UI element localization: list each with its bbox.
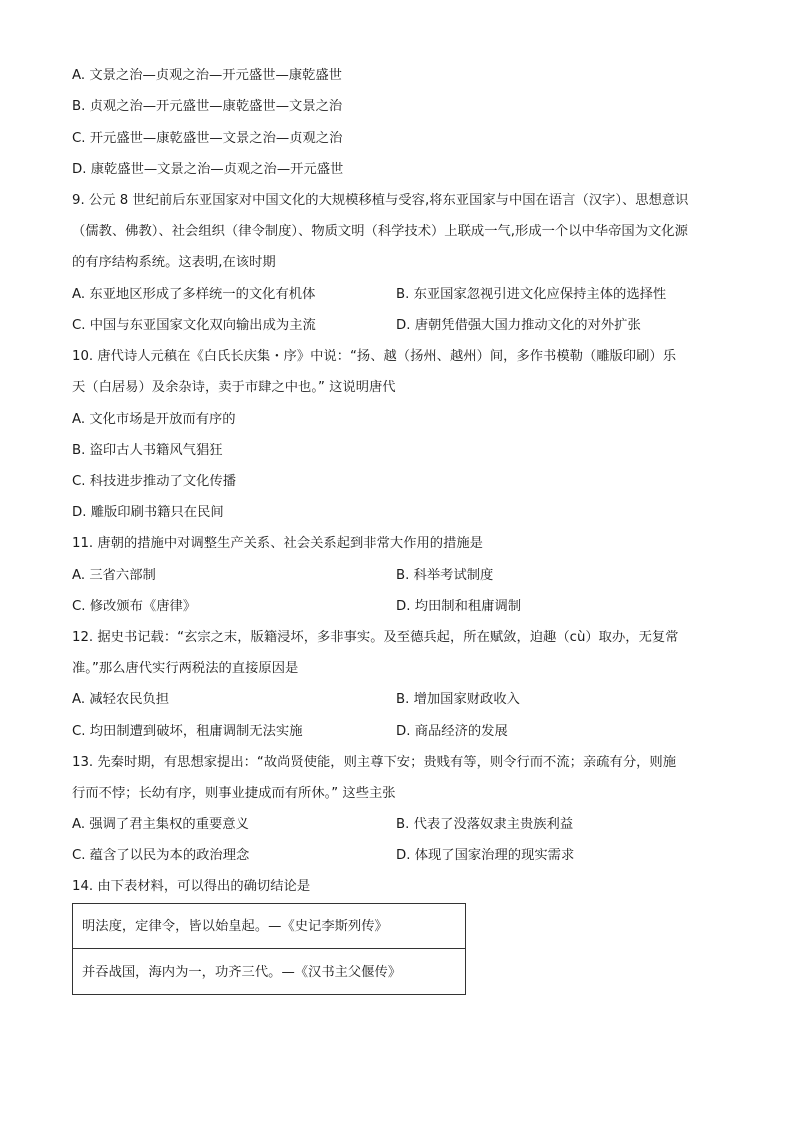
q12-option-c: C. 均田制遭到破坏，租庸调制无法实施 [72, 724, 303, 739]
q11-option-b: B. 科举考试制度 [396, 568, 494, 583]
q10-option-b: B. 盗印古人书籍风气猖狂 [72, 443, 223, 458]
q12-stem-line1: 12. 据史书记载：“玄宗之末，版籍浸坏，多非事实。及至德兵起，所在赋敛，迫趣（cù）取办，无复常 [72, 630, 679, 645]
q10-stem-line1: 10. 唐代诗人元稹在《白氏长庆集・序》中说：“扬、越（扬州、越州）间，多作书模勒（雕版印刷）乐 [72, 349, 677, 364]
q10-option-d: D. 雕版印刷书籍只在民间 [72, 505, 224, 520]
q13-option-a: A. 强调了君主集权的重要意义 [72, 817, 249, 832]
q12-option-a: A. 减轻农民负担 [72, 692, 170, 707]
q13-option-b: B. 代表了没落奴隶主贵族利益 [396, 817, 574, 832]
q11-option-c: C. 修改颁布《唐律》 [72, 599, 197, 614]
q13-option-c: C. 蕴含了以民为本的政治理念 [72, 848, 250, 863]
q13-stem-line2: 行而不悖；长幼有序，则事业捷成而有所休。” 这些主张 [72, 786, 396, 801]
q9-stem-line2: （儒教、佛教）、社会组织（律令制度）、物质文明（科学技术）上联成一气,形成一个以中华帝国为文化源 [72, 224, 688, 239]
q9-option-c: C. 中国与东亚国家文化双向输出成为主流 [72, 318, 316, 333]
q12-option-b: B. 增加国家财政收入 [396, 692, 520, 707]
q13-stem-line1: 13. 先秦时期，有思想家提出：“故尚贤使能，则主尊下安；贵贱有等，则令行而不流；亲疏有分，则施 [72, 755, 677, 770]
q14-stem: 14. 由下表材料，可以得出的确切结论是 [72, 879, 311, 894]
q8-option-c: C. 开元盛世—康乾盛世—文景之治—贞观之治 [72, 131, 343, 146]
q9-stem-line3: 的有序结构系统。这表明,在该时期 [72, 255, 276, 270]
q14-table-row-2: 并吞战国，海内为一，功齐三代。—《汉书主父偃传》 [82, 965, 402, 980]
q11-option-d: D. 均田制和租庸调制 [396, 599, 522, 614]
q14-material-table [72, 903, 466, 995]
q11-stem: 11. 唐朝的措施中对调整生产关系、社会关系起到非常大作用的措施是 [72, 536, 483, 551]
q13-option-d: D. 体现了国家治理的现实需求 [396, 848, 575, 863]
q9-option-d: D. 唐朝凭借强大国力推动文化的对外扩张 [396, 318, 641, 333]
q8-option-d: D. 康乾盛世—文景之治—贞观之治—开元盛世 [72, 162, 344, 177]
q8-option-a: A. 文景之治—贞观之治—开元盛世—康乾盛世 [72, 68, 342, 83]
q9-option-b: B. 东亚国家忽视引进文化应保持主体的选择性 [396, 287, 667, 302]
q14-table-row-1: 明法度，定律令，皆以始皇起。—《史记李斯列传》 [73, 904, 465, 949]
q11-option-a: A. 三省六部制 [72, 568, 156, 583]
q10-stem-line2: 天（白居易）及余杂诗，卖于市肆之中也。” 这说明唐代 [72, 380, 396, 395]
q12-stem-line2: 准。”那么唐代实行两税法的直接原因是 [72, 661, 299, 676]
q9-stem-line1: 9. 公元 8 世纪前后东亚国家对中国文化的大规模移植与受容,将东亚国家与中国在语言（汉字）、思想意识 [72, 193, 689, 208]
q12-option-d: D. 商品经济的发展 [396, 724, 508, 739]
q8-option-b: B. 贞观之治—开元盛世—康乾盛世—文景之治 [72, 99, 343, 114]
q10-option-c: C. 科技进步推动了文化传播 [72, 474, 237, 489]
q9-option-a: A. 东亚地区形成了多样统一的文化有机体 [72, 287, 316, 302]
q10-option-a: A. 文化市场是开放而有序的 [72, 412, 236, 427]
